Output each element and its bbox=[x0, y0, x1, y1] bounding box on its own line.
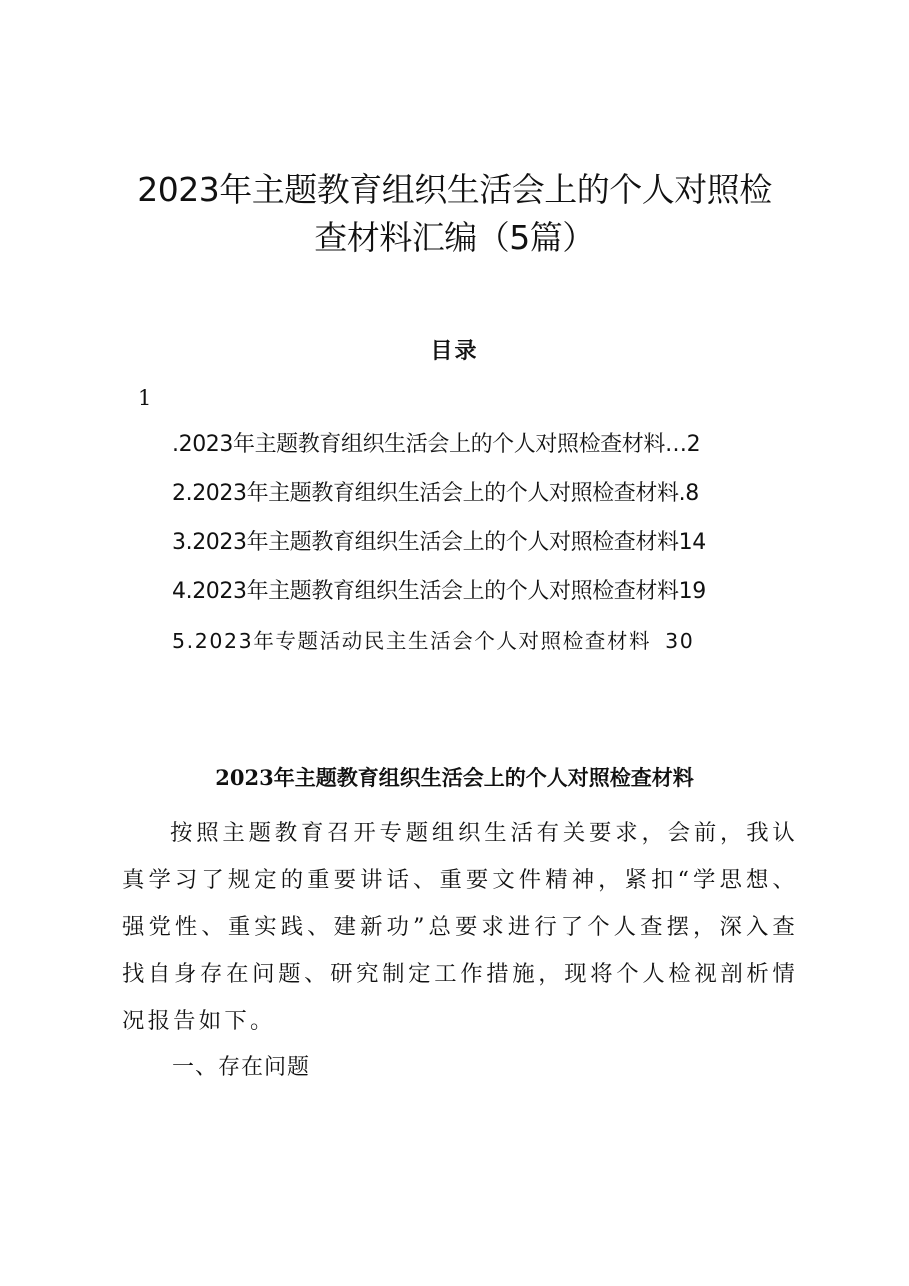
toc-entry-page: 2 bbox=[686, 432, 701, 457]
toc-entry-text: 3.2023年主题教育组织生活会上的个人对照检查材料 bbox=[172, 530, 679, 555]
toc-heading: 目录 bbox=[430, 338, 479, 364]
toc-entry-text: 4.2023年主题教育组织生活会上的个人对照检查材料 bbox=[172, 579, 679, 604]
toc-entry-5[interactable] bbox=[172, 626, 706, 675]
table-of-contents bbox=[172, 430, 706, 675]
toc-stray-number: 1 bbox=[138, 386, 152, 410]
document-title-line-2: 查材料汇编（5篇） bbox=[314, 218, 595, 257]
toc-entry-page: 8 bbox=[685, 481, 699, 506]
toc-entry-page: 30 bbox=[665, 629, 695, 653]
toc-entry-page: 14 bbox=[678, 530, 706, 555]
toc-entry-page: 19 bbox=[678, 579, 706, 604]
toc-entry-text: 5.2023年专题活动民主生活会个人对照检查材料 bbox=[172, 629, 652, 653]
toc-entry-4[interactable] bbox=[172, 577, 706, 626]
article-title: 2023年主题教育组织生活会上的个人对照检查材料 bbox=[215, 765, 694, 790]
section-heading: 一、存在问题 bbox=[172, 1055, 311, 1080]
article-intro-paragraph: 按照主题教育召开专题组织生活有关要求，会前，我认真学习了规定的重要讲话、重要文件精神，紧扣“学思想、强党性、重实践、建新功”总要求进行了个人查摆，深入查找自身存在问题、研究制定工作措施，现将个人检视剖析情况报告如下。 bbox=[122, 820, 798, 1034]
toc-entry-text: 2.2023年主题教育组织生活会上的个人对照检查材料. bbox=[172, 481, 686, 506]
toc-entry-2[interactable] bbox=[172, 479, 706, 528]
toc-entry-1[interactable] bbox=[172, 430, 706, 479]
toc-entry-3[interactable] bbox=[172, 528, 706, 577]
toc-entry-text: .2023年主题教育组织生活会上的个人对照检查材料… bbox=[172, 432, 687, 457]
document-title-line-1: 2023年主题教育组织生活会上的个人对照检 bbox=[137, 170, 772, 209]
